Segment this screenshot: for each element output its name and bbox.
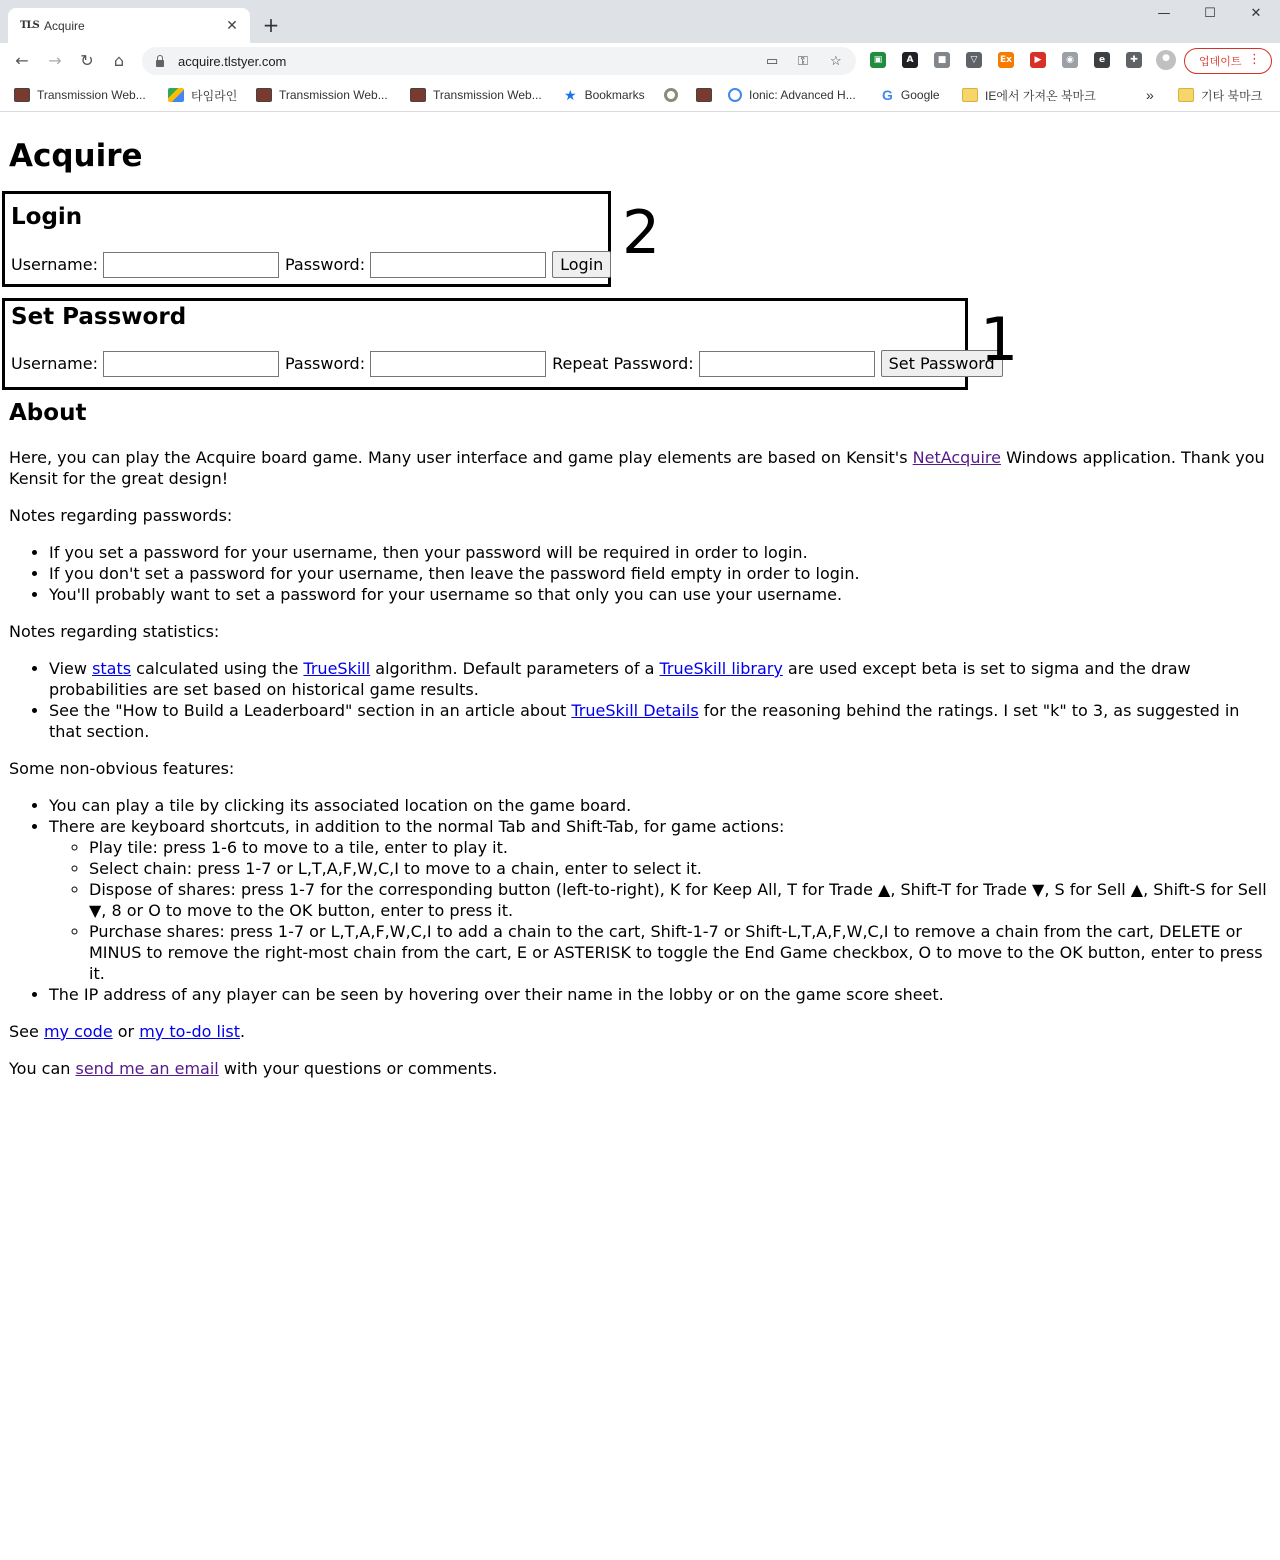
- tr-bookmark-icon: [410, 88, 426, 102]
- see-code-paragraph: [9, 1021, 1271, 1042]
- extension-ex-icon[interactable]: Ex: [998, 52, 1014, 68]
- bookmark-label: Google: [900, 88, 940, 102]
- bookmarks-bar: [0, 79, 1280, 112]
- bookmark-label: IE에서 가져온 북마크: [985, 88, 1096, 103]
- home-icon[interactable]: ⌂: [113, 51, 125, 70]
- folder-icon: [1178, 88, 1194, 102]
- extension-green-icon[interactable]: ▣: [870, 52, 886, 68]
- statistics-notes-list: [9, 658, 1271, 742]
- extension-camera-icon[interactable]: ◉: [1062, 52, 1078, 68]
- star-bookmark-icon: ★: [564, 86, 577, 103]
- url-text: acquire.tlstyer.com: [178, 53, 287, 69]
- login-password-input[interactable]: [370, 252, 546, 278]
- text: calculated using the: [131, 659, 304, 678]
- passwords-notes-list: [9, 542, 1271, 605]
- minimize-button[interactable]: —: [1157, 6, 1171, 21]
- update-label: 업데이트: [1199, 55, 1242, 68]
- tr-bookmark-icon: [256, 88, 272, 102]
- login-password-label: Password:: [284, 255, 366, 274]
- about-section: [9, 447, 1271, 1095]
- bookmark-item[interactable]: [168, 85, 237, 105]
- browser-chrome: [0, 0, 1280, 112]
- other-bookmarks-folder[interactable]: [1178, 85, 1262, 105]
- bookmark-item[interactable]: [256, 85, 388, 105]
- list-item: [49, 816, 1271, 984]
- about-intro-text-end: Windows application. Thank you Kensit for the great design!: [9, 448, 1265, 488]
- text: algorithm. Default parameters of a: [370, 659, 660, 678]
- map-bookmark-icon: [168, 88, 184, 102]
- bookmark-label: 타임라인: [191, 88, 238, 103]
- list-item: ◦ Purchase shares: press 1-7 or L,T,A,F,W,C,I to add a chain to the cart, Shift-1-7 or Shift-L,T,A,F,W,C,I to remove a chain from the cart, DELETE or MINUS to remove the right-most chain from the cart, E or ASTERISK to toggle the End Game checkbox, O to move to the OK button, enter to press it.: [89, 921, 1271, 984]
- list-item: ◦ Dispose of shares: press 1-7 for the corresponding button (left-to-right), K for Keep All, T for Trade ▲, Shift-T for Trade ▼, S for Sell ▲, Shift-S for Sell ▼, 8 or O to move to the OK button, enter to press it.: [89, 879, 1271, 921]
- text: There are keyboard shortcuts, in addition to the normal Tab and Shift-Tab, for game actions:: [49, 817, 785, 836]
- set-password-button[interactable]: Set Password: [881, 350, 1003, 377]
- statistics-notes-heading: Notes regarding statistics:: [9, 622, 220, 641]
- ionic-bookmark-icon: [728, 88, 742, 102]
- set-password-username-input[interactable]: [103, 351, 279, 377]
- bookmark-item[interactable]: [728, 85, 856, 105]
- tab-close-icon[interactable]: ✕: [226, 17, 238, 33]
- address-bar[interactable]: [142, 47, 856, 75]
- update-button[interactable]: [1184, 48, 1272, 74]
- bookmark-item[interactable]: [410, 85, 542, 105]
- trueskill-details-link[interactable]: TrueSkill Details: [571, 701, 699, 720]
- shortcuts-list: [49, 837, 1271, 984]
- page-content: [0, 113, 1280, 1560]
- bookmark-item[interactable]: [564, 85, 645, 105]
- bookmark-item[interactable]: [696, 85, 719, 105]
- extension-gray-icon[interactable]: ■: [934, 52, 950, 68]
- gear-bookmark-icon: [664, 88, 678, 102]
- new-tab-button[interactable]: +: [262, 13, 280, 37]
- features-heading: Some non-obvious features:: [9, 759, 235, 778]
- annotation-number-1: 1: [980, 305, 1019, 375]
- list-item: • The IP address of any player can be seen by hovering over their name in the lobby or on the game score sheet.: [49, 984, 1271, 1005]
- list-item: ◦ Select chain: press 1-7 or L,T,A,F,W,C,I to move to a chain, enter to select it.: [89, 858, 1271, 879]
- text: .: [240, 1022, 246, 1041]
- bookmark-label: Ionic: Advanced H...: [749, 88, 856, 102]
- text: for the reasoning behind the ratings. I set "k" to 3, as suggested in that section.: [49, 701, 1240, 741]
- trueskill-link[interactable]: TrueSkill: [303, 659, 371, 678]
- extension-dark-icon[interactable]: A: [902, 52, 918, 68]
- login-username-label: Username:: [11, 255, 98, 274]
- text: See: [9, 1022, 44, 1041]
- about-heading: About: [9, 400, 87, 426]
- login-heading: Login: [11, 204, 83, 230]
- page-title: Acquire: [9, 138, 143, 174]
- text: are used except beta is set to sigma and the draw probabilities are set based on historical game results.: [49, 659, 1191, 699]
- stats-link[interactable]: stats: [92, 659, 132, 678]
- cast-icon[interactable]: ▭: [766, 53, 779, 68]
- email-paragraph: [9, 1058, 1271, 1079]
- google-bookmark-icon: G: [882, 87, 893, 103]
- bookmark-label: Transmission Web...: [279, 88, 388, 102]
- list-item: [49, 658, 1271, 700]
- tr-bookmark-icon: [696, 88, 712, 102]
- login-section: [2, 191, 611, 287]
- menu-dots-icon[interactable]: ⋮: [1248, 52, 1261, 67]
- bookmark-item[interactable]: [962, 85, 1096, 105]
- tab-favicon-icon: TLS: [20, 20, 39, 31]
- list-item: • If you set a password for your username, then your password will be required in order to login.: [49, 542, 1271, 563]
- about-intro-text: Here, you can play the Acquire board game. Many user interface and game play elements are based on Kensit's: [9, 448, 913, 467]
- bookmarks-overflow-icon[interactable]: »: [1146, 87, 1154, 103]
- set-password-username-label: Username:: [11, 354, 98, 373]
- lock-icon[interactable]: [154, 55, 166, 67]
- maximize-button[interactable]: ☐: [1204, 6, 1216, 21]
- close-window-button[interactable]: ✕: [1250, 6, 1262, 21]
- email-link[interactable]: send me an email: [75, 1059, 219, 1078]
- todo-list-link[interactable]: my to-do list: [139, 1022, 241, 1041]
- tab-strip: [0, 0, 1280, 43]
- extension-e-icon[interactable]: e: [1094, 52, 1110, 68]
- repeat-password-input[interactable]: [699, 351, 875, 377]
- bookmark-item[interactable]: [882, 85, 940, 105]
- extension-puzzle-icon[interactable]: ✚: [1126, 52, 1142, 68]
- my-code-link[interactable]: my code: [43, 1022, 113, 1041]
- set-password-password-label: Password:: [284, 354, 366, 373]
- other-bookmarks-label: 기타 북마크: [1201, 88, 1263, 103]
- bookmark-item[interactable]: [14, 85, 146, 105]
- extension-red-icon[interactable]: ▶: [1030, 52, 1046, 68]
- list-item: ◦ Play tile: press 1-6 to move to a tile, enter to play it.: [89, 837, 1271, 858]
- bookmark-label: Transmission Web...: [433, 88, 542, 102]
- netacquire-link[interactable]: NetAcquire: [912, 448, 1001, 467]
- key-icon[interactable]: ⚿: [798, 53, 808, 68]
- passwords-notes-heading: Notes regarding passwords:: [9, 506, 233, 525]
- set-password-heading: Set Password: [11, 304, 187, 330]
- text: See the "How to Build a Leaderboard" section in an article about: [49, 701, 572, 720]
- browser-toolbar: [0, 43, 1280, 79]
- tr-bookmark-icon: [14, 88, 30, 102]
- browser-tab[interactable]: [8, 8, 250, 43]
- about-intro: [9, 447, 1271, 489]
- extension-pocket-icon[interactable]: ▽: [966, 52, 982, 68]
- tab-title: Acquire: [44, 18, 85, 33]
- bookmark-label: Bookmarks: [584, 88, 645, 102]
- back-arrow-icon[interactable]: ←: [15, 51, 29, 70]
- text: You can: [9, 1059, 76, 1078]
- annotation-number-2: 2: [622, 198, 661, 268]
- list-item: [49, 700, 1271, 742]
- list-item: • If you don't set a password for your username, then leave the password field empty in order to login.: [49, 563, 1271, 584]
- profile-avatar-icon[interactable]: ●: [1156, 50, 1176, 70]
- list-item: • You can play a tile by clicking its associated location on the game board.: [49, 795, 1271, 816]
- login-button[interactable]: Login: [552, 251, 611, 278]
- bookmark-item[interactable]: [664, 85, 685, 105]
- list-item: • You'll probably want to set a password for your username so that only you can use your username.: [49, 584, 1271, 605]
- text: with your questions or comments.: [218, 1059, 498, 1078]
- text: or: [112, 1022, 140, 1041]
- bookmark-label: Transmission Web...: [37, 88, 146, 102]
- bookmark-star-icon[interactable]: ☆: [830, 53, 842, 68]
- forward-arrow-icon[interactable]: →: [48, 51, 62, 70]
- set-password-password-input[interactable]: [370, 351, 546, 377]
- login-form: [11, 251, 611, 278]
- set-password-form: [11, 350, 1003, 377]
- login-username-input[interactable]: [103, 252, 279, 278]
- repeat-password-label: Repeat Password:: [552, 354, 694, 373]
- reload-icon[interactable]: ↻: [80, 51, 94, 70]
- folder-bookmark-icon: [962, 88, 978, 102]
- set-password-section: [2, 298, 995, 390]
- text: View: [49, 659, 93, 678]
- features-list: [9, 795, 1271, 1005]
- trueskill-library-link[interactable]: TrueSkill library: [659, 659, 783, 678]
